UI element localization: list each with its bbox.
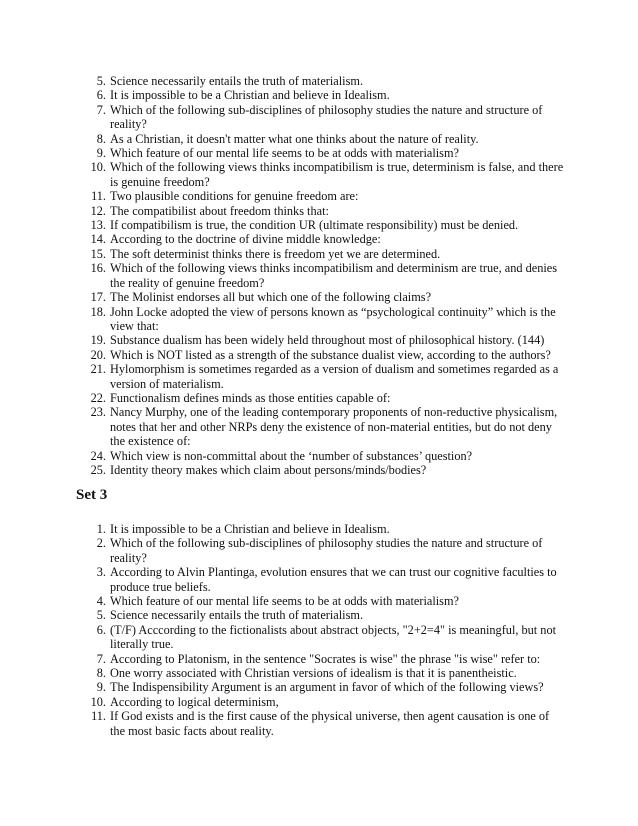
question-text: Hylomorphism is sometimes regarded as a version of dualism and sometimes regarded as a version of materialism.	[110, 362, 559, 391]
question-number: 10.	[90, 160, 106, 175]
question-item	[76, 522, 566, 536]
question-item	[76, 709, 566, 738]
question-text: Which feature of our mental life seems to be at odds with materialism?	[110, 594, 459, 609]
question-text: It is impossible to be a Christian and believe in Idealism.	[110, 88, 390, 103]
question-item	[76, 536, 566, 565]
question-number: 4.	[96, 594, 106, 609]
question-number: 9.	[96, 680, 106, 695]
question-text: Two plausible conditions for genuine freedom are:	[110, 189, 359, 204]
question-text: The Indispensibility Argument is an argument in favor of which of the following views?	[110, 680, 544, 695]
question-text: According to Platonism, in the sentence "Socrates is wise" the phrase "is wise" refer to:	[110, 651, 541, 666]
question-text: Science necessarily entails the truth of materialism.	[110, 608, 364, 623]
question-number: 10.	[90, 694, 106, 709]
question-text: Which of the following sub-disciplines of philosophy studies the nature and structure of reality?	[110, 102, 543, 132]
question-item	[76, 74, 566, 88]
question-number: 25.	[90, 462, 106, 477]
question-number: 1.	[96, 522, 106, 536]
question-number: 24.	[90, 448, 106, 463]
question-number: 5.	[96, 74, 106, 88]
question-item	[76, 565, 566, 594]
question-text: The Molinist endorses all but which one of the following claims?	[110, 290, 432, 305]
question-item	[76, 463, 566, 477]
question-number: 13.	[90, 218, 106, 233]
question-item	[76, 608, 566, 622]
question-text: Which of the following views thinks incompatibilism and determinism are true, and denies the reality of genuine freedom?	[110, 261, 558, 290]
question-item	[76, 160, 566, 189]
question-text: The compatibilist about freedom thinks that:	[110, 203, 329, 218]
question-text: Which feature of our mental life seems to be at odds with materialism?	[110, 146, 459, 161]
question-number: 22.	[90, 390, 106, 405]
question-item	[76, 391, 566, 405]
question-number: 6.	[96, 88, 106, 103]
question-item	[76, 623, 566, 652]
question-item	[76, 666, 566, 680]
question-item	[76, 146, 566, 160]
question-text: Which view is non-committal about the ‘number of substances’ question?	[110, 448, 473, 463]
question-number: 11.	[91, 709, 106, 724]
question-text: John Locke adopted the view of persons known as “psychological continuity” which is the view that:	[110, 304, 556, 333]
question-text: Identity theory makes which claim about persons/minds/bodies?	[110, 462, 427, 477]
question-text: As a Christian, it doesn't matter what one thinks about the nature of reality.	[110, 131, 479, 146]
question-number: 2.	[96, 536, 106, 551]
question-text: It is impossible to be a Christian and believe in Idealism.	[110, 522, 390, 536]
question-text: According to logical determinism,	[110, 694, 279, 709]
question-list-set-3	[76, 522, 566, 738]
question-text: Functionalism defines minds as those entities capable of:	[110, 390, 391, 405]
question-number: 23.	[90, 405, 106, 420]
question-number: 11.	[91, 189, 106, 204]
question-number: 21.	[90, 362, 106, 377]
question-number: 7.	[96, 651, 106, 666]
question-text: If God exists and is the first cause of the physical universe, then agent causation is one of the most basic facts about reality.	[110, 709, 550, 738]
question-text: Which is NOT listed as a strength of the substance dualist view, according to the authors?	[110, 347, 551, 362]
question-item	[76, 305, 566, 334]
question-item	[76, 362, 566, 391]
question-text: Substance dualism has been widely held throughout most of philosophical history. (144)	[110, 333, 545, 348]
question-number: 19.	[90, 333, 106, 348]
question-item	[76, 680, 566, 694]
question-item	[76, 405, 566, 448]
question-item	[76, 232, 566, 246]
question-list-continued	[76, 74, 566, 477]
question-number: 16.	[90, 261, 106, 276]
question-item	[76, 695, 566, 709]
set-3-heading: Set 3	[76, 487, 108, 503]
question-text: Science necessarily entails the truth of materialism.	[110, 74, 364, 88]
question-item	[76, 103, 566, 132]
question-item	[76, 652, 566, 666]
question-item	[76, 132, 566, 146]
question-number: 15.	[90, 246, 106, 261]
question-text: The soft determinist thinks there is freedom yet we are determined.	[110, 246, 441, 261]
question-text: Which of the following views thinks incompatibilism is true, determinism is false, and there is genuine freedom?	[110, 160, 564, 189]
question-number: 20.	[90, 347, 106, 362]
question-number: 18.	[90, 304, 106, 319]
question-number: 3.	[96, 565, 106, 580]
question-item	[76, 333, 566, 347]
question-text: (T/F) Acccording to the fictionalists about abstract objects, "2+2=4" is meaningful, but not literally true.	[110, 622, 557, 652]
question-item	[76, 189, 566, 203]
question-item	[76, 88, 566, 102]
question-number: 9.	[96, 146, 106, 161]
question-item	[76, 348, 566, 362]
question-text: Nancy Murphy, one of the leading contemporary proponents of non-reductive physicalism, notes that her and other NRPs deny the existence of non-material entities, but do not deny the existence of:	[110, 405, 558, 449]
question-text: According to the doctrine of divine middle knowledge:	[110, 232, 381, 247]
question-number: 8.	[96, 131, 106, 146]
question-item	[76, 247, 566, 261]
question-text: According to Alvin Plantinga, evolution ensures that we can trust our cognitive faculties to produce true beliefs.	[110, 565, 557, 594]
question-text: If compatibilism is true, the condition UR (ultimate responsibility) must be denied.	[110, 218, 519, 233]
question-item	[76, 449, 566, 463]
question-number: 8.	[96, 666, 106, 681]
question-number: 17.	[90, 290, 106, 305]
question-number: 7.	[96, 102, 106, 117]
question-item	[76, 204, 566, 218]
question-item	[76, 218, 566, 232]
question-number: 5.	[96, 608, 106, 623]
question-text: One worry associated with Christian versions of idealism is that it is panentheistic.	[110, 666, 517, 681]
question-item	[76, 594, 566, 608]
question-number: 6.	[96, 622, 106, 637]
question-text: Which of the following sub-disciplines of philosophy studies the nature and structure of reality?	[110, 536, 543, 565]
question-number: 14.	[90, 232, 106, 247]
question-number: 12.	[90, 203, 106, 218]
question-item	[76, 261, 566, 290]
question-item	[76, 290, 566, 304]
